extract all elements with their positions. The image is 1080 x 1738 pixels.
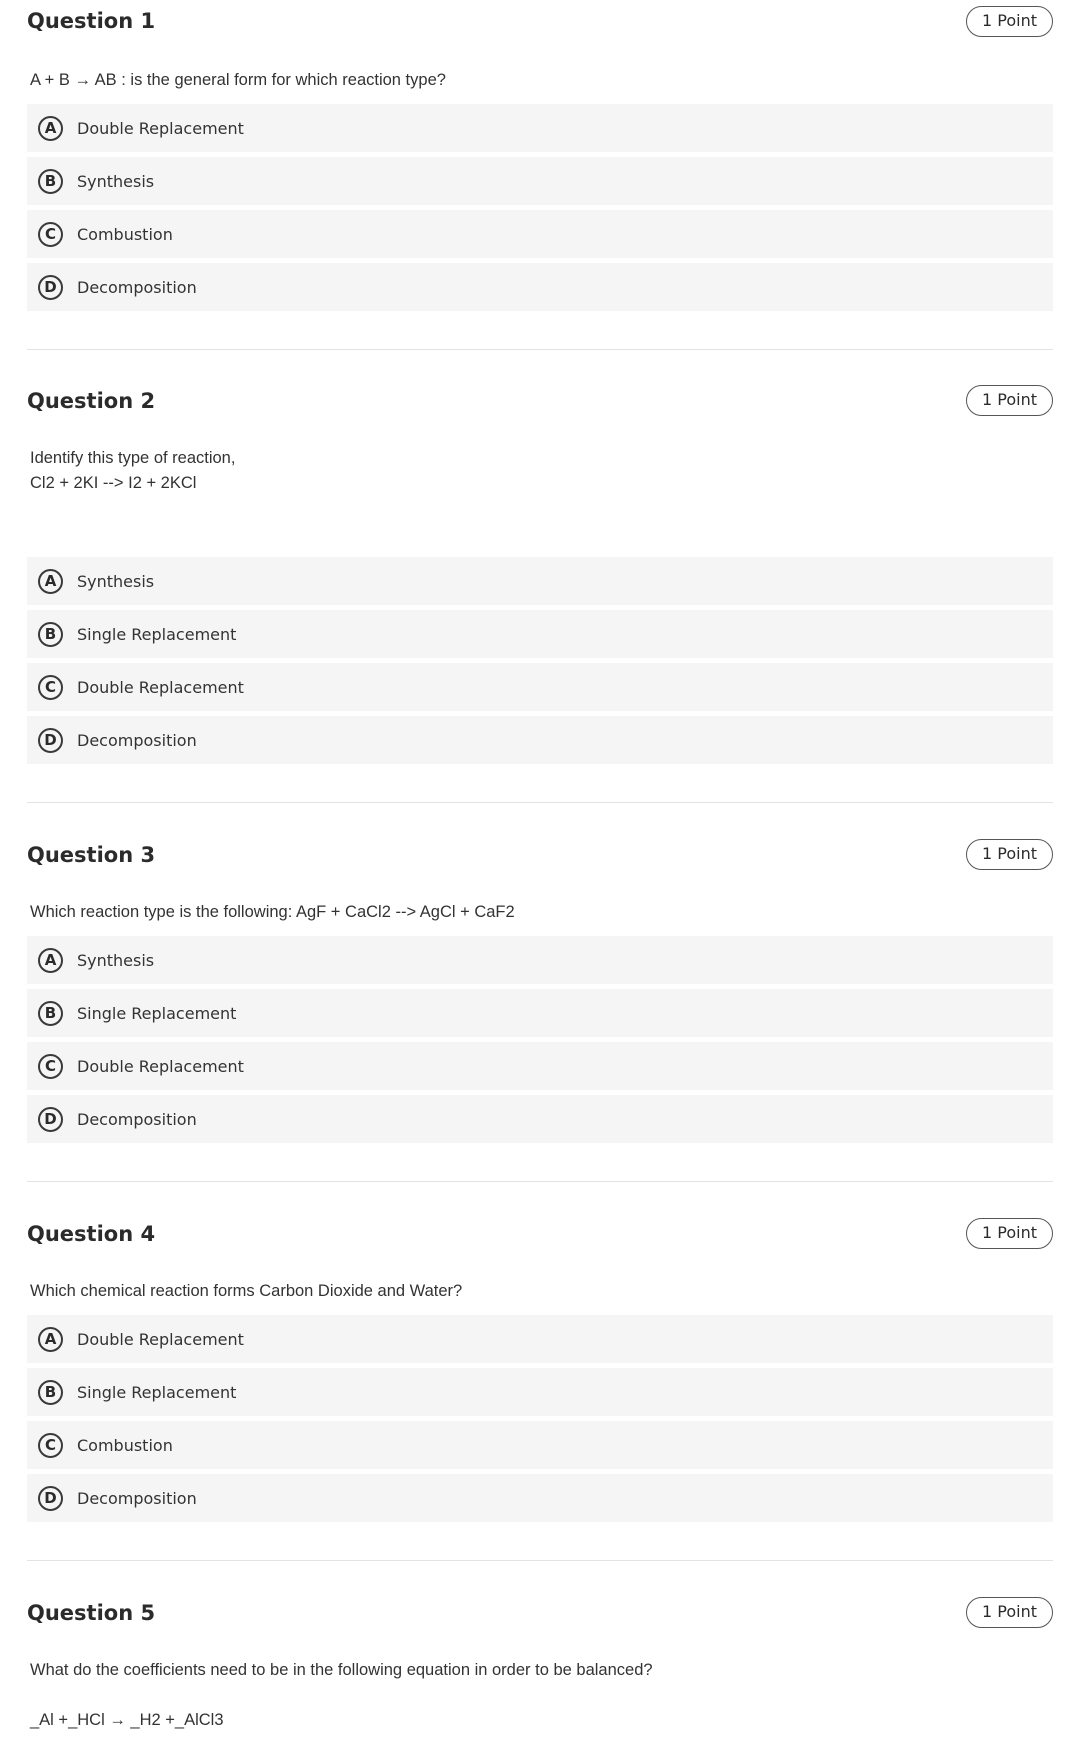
- option-c[interactable]: [27, 1421, 1053, 1469]
- option-letter: C: [38, 675, 63, 700]
- option-letter: A: [38, 1327, 63, 1352]
- option-d[interactable]: [27, 1474, 1053, 1522]
- option-letter: D: [38, 275, 63, 300]
- option-letter: D: [38, 1107, 63, 1132]
- question-divider: [27, 1560, 1053, 1561]
- option-b[interactable]: [27, 610, 1053, 658]
- question-text: Which reaction type is the following: AgF + CaCl2 --> AgCl + CaF2: [30, 903, 515, 921]
- option-b[interactable]: [27, 1368, 1053, 1416]
- question-text: Identify this type of reaction, Cl2 + 2KI --> I2 + 2KCl: [30, 449, 236, 492]
- option-label: Synthesis: [77, 950, 155, 970]
- question-title: Question 4: [27, 1222, 156, 1246]
- option-label: Synthesis: [77, 571, 155, 591]
- option-label: Single Replacement: [77, 1382, 237, 1402]
- question-title: Question 1: [27, 9, 156, 33]
- question-divider: [27, 349, 1053, 350]
- points-badge: 1 Point: [966, 385, 1053, 416]
- option-label: Combustion: [77, 224, 173, 244]
- question-title: Question 5: [27, 1601, 156, 1625]
- answer-options: [27, 557, 1053, 769]
- points-badge: 1 Point: [966, 1597, 1053, 1628]
- option-letter: A: [38, 569, 63, 594]
- option-letter: B: [38, 169, 63, 194]
- option-letter: C: [38, 222, 63, 247]
- option-letter: D: [38, 728, 63, 753]
- option-a[interactable]: [27, 1315, 1053, 1363]
- option-letter: B: [38, 1380, 63, 1405]
- option-letter: D: [38, 1486, 63, 1511]
- option-letter: A: [38, 948, 63, 973]
- option-label: Single Replacement: [77, 1003, 237, 1023]
- option-letter: B: [38, 1001, 63, 1026]
- question-divider: [27, 802, 1053, 803]
- option-label: Decomposition: [77, 1488, 197, 1508]
- option-a[interactable]: [27, 104, 1053, 152]
- option-label: Double Replacement: [77, 118, 244, 138]
- option-b[interactable]: [27, 157, 1053, 205]
- question-title: Question 2: [27, 389, 156, 413]
- answer-options: [27, 936, 1053, 1148]
- answer-options: [27, 1315, 1053, 1527]
- option-b[interactable]: [27, 989, 1053, 1037]
- option-c[interactable]: [27, 210, 1053, 258]
- option-d[interactable]: [27, 1095, 1053, 1143]
- option-label: Double Replacement: [77, 1056, 244, 1076]
- option-label: Double Replacement: [77, 677, 244, 697]
- question-text: Which chemical reaction forms Carbon Dioxide and Water?: [30, 1282, 463, 1300]
- option-label: Combustion: [77, 1435, 173, 1455]
- option-label: Single Replacement: [77, 624, 237, 644]
- option-d[interactable]: [27, 263, 1053, 311]
- option-d[interactable]: [27, 716, 1053, 764]
- answer-options: [27, 104, 1053, 316]
- option-letter: C: [38, 1433, 63, 1458]
- option-a[interactable]: [27, 936, 1053, 984]
- option-letter: B: [38, 622, 63, 647]
- option-label: Decomposition: [77, 730, 197, 750]
- points-badge: 1 Point: [966, 6, 1053, 37]
- option-label: Double Replacement: [77, 1329, 244, 1349]
- points-badge: 1 Point: [966, 839, 1053, 870]
- question-divider: [27, 1181, 1053, 1182]
- option-label: Synthesis: [77, 171, 155, 191]
- option-label: Decomposition: [77, 1109, 197, 1129]
- question-text: A + B → AB : is the general form for which reaction type?: [30, 71, 446, 89]
- option-label: Decomposition: [77, 277, 197, 297]
- option-c[interactable]: [27, 663, 1053, 711]
- option-a[interactable]: [27, 557, 1053, 605]
- option-c[interactable]: [27, 1042, 1053, 1090]
- question-text: What do the coefficients need to be in the following equation in order to be balanced? _Al +_HCl → _H2 +_AlCl3: [30, 1661, 653, 1729]
- option-letter: A: [38, 116, 63, 141]
- points-badge: 1 Point: [966, 1218, 1053, 1249]
- option-letter: C: [38, 1054, 63, 1079]
- question-title: Question 3: [27, 843, 156, 867]
